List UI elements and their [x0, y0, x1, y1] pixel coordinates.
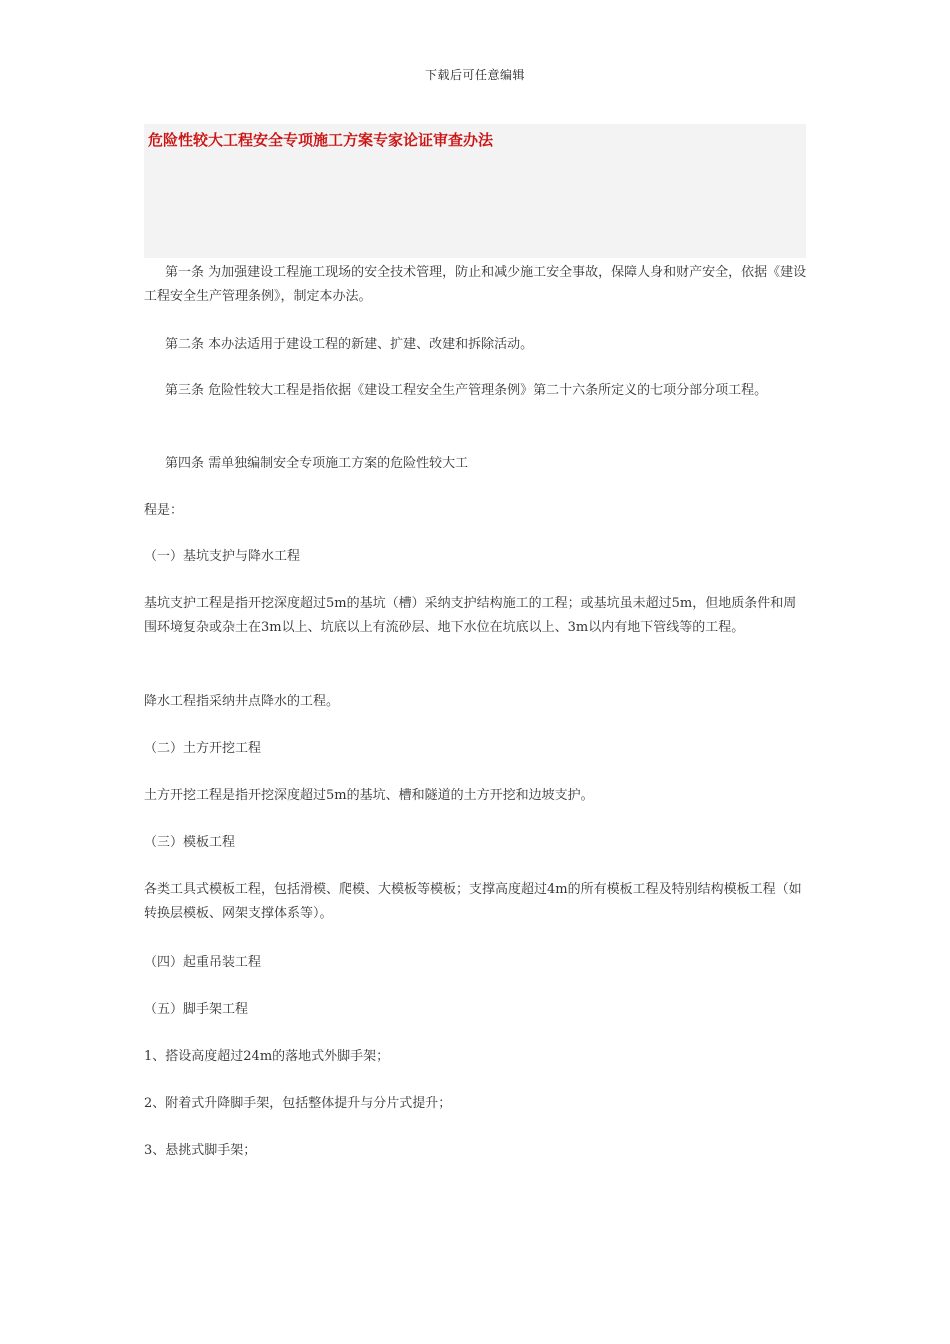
section-1-text-a: 基坑支护工程是指开挖深度超过5m的基坑（槽）采纳支护结构施工的工程；或基坑虽未超过5m，但地质条件和周围环境复杂或杂土在3m以上、坑底以上有流砂层、地下水位在坑底以上、3m以内有地下管线等的工程。 — [144, 596, 797, 635]
article-4: 第四条 需单独编制安全专项施工方案的危险性较大工 — [165, 456, 469, 471]
article-2: 第二条 本办法适用于建设工程的新建、扩建、改建和拆除活动。 — [165, 337, 534, 352]
page-header-note: 下载后可任意编辑 — [424, 68, 525, 82]
article-4-continuation: 程是： — [144, 503, 184, 518]
title-box — [144, 124, 806, 258]
section-3-heading: （三）模板工程 — [144, 835, 236, 850]
list-item: 1、搭设高度超过24m的落地式外脚手架； — [144, 1049, 390, 1064]
section-5-heading: （五）脚手架工程 — [144, 1002, 249, 1017]
section-4-heading: （四）起重吊装工程 — [144, 955, 262, 970]
section-2-text: 土方开挖工程是指开挖深度超过5m的基坑、槽和隧道的土方开挖和边坡支护。 — [144, 788, 594, 803]
section-2-heading: （二）土方开挖工程 — [144, 741, 262, 756]
article-1: 第一条 为加强建设工程施工现场的安全技术管理，防止和减少施工安全事故，保障人身和财产安全，依据《建设工程安全生产管理条例》，制定本办法。 — [144, 265, 807, 304]
list-item: 3、悬挑式脚手架； — [144, 1143, 257, 1158]
list-item: 2、附着式升降脚手架，包括整体提升与分片式提升； — [144, 1096, 452, 1111]
article-3: 第三条 危险性较大工程是指依据《建设工程安全生产管理条例》第二十六条所定义的七项分部分项工程。 — [165, 383, 768, 398]
section-1-text-b: 降水工程指采纳井点降水的工程。 — [144, 694, 340, 709]
section-3-text: 各类工具式模板工程，包括滑模、爬模、大模板等模板；支撑高度超过4m的所有模板工程及特别结构模板工程（如转换层模板、网架支撑体系等）。 — [144, 882, 802, 921]
document-title: 危险性较大工程安全专项施工方案专家论证审查办法 — [148, 131, 494, 149]
section-1-heading: （一）基坑支护与降水工程 — [144, 549, 301, 564]
